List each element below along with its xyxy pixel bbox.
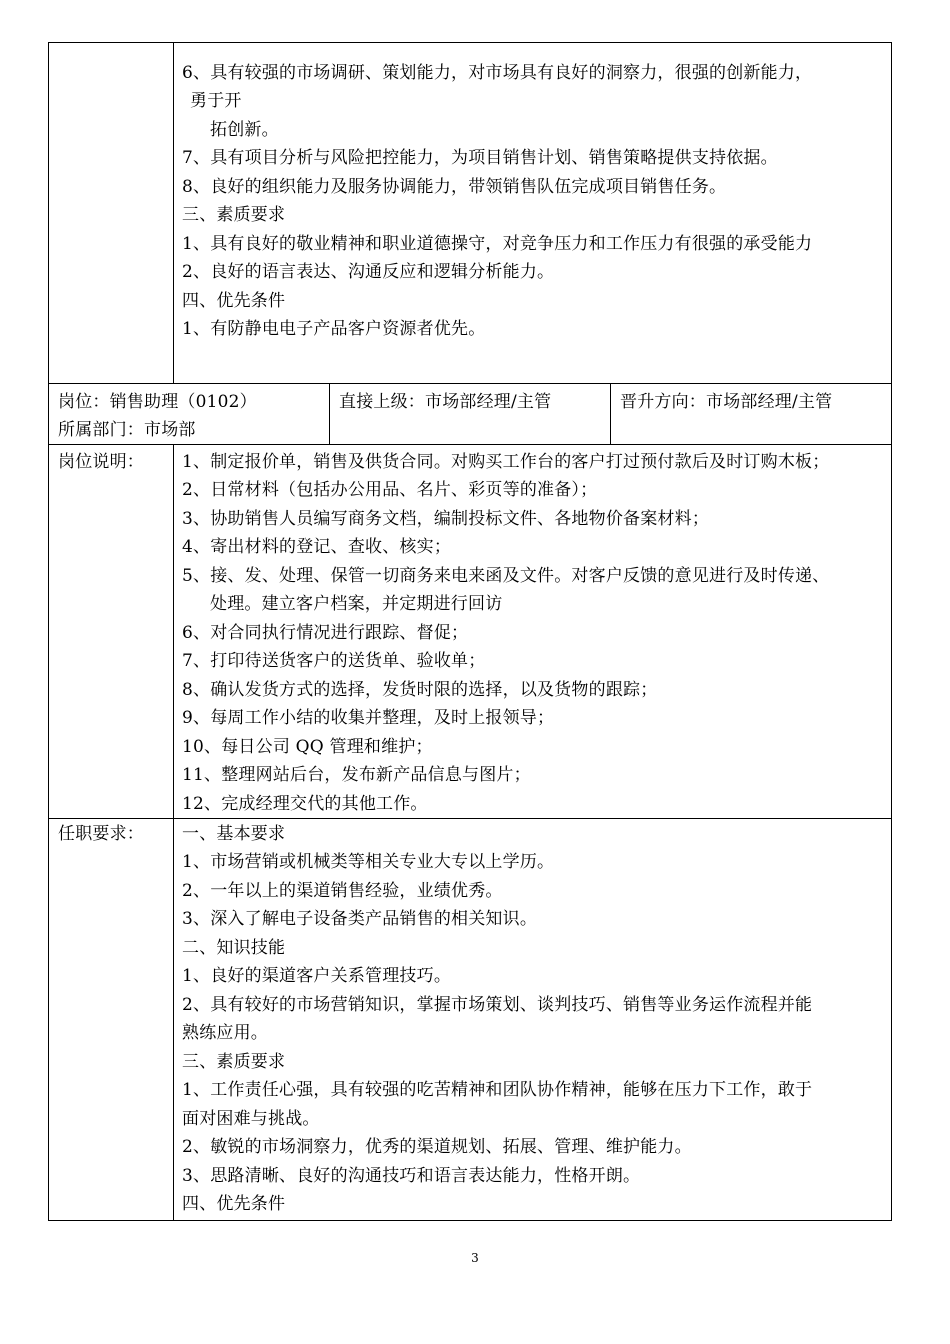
list-item: 二、知识技能 xyxy=(182,938,286,958)
list-item: 2、一年以上的渠道销售经验，业绩优秀。 xyxy=(182,881,503,901)
position-title: 岗位：销售助理（0102） xyxy=(58,392,257,412)
table-column-divider xyxy=(173,444,174,1221)
list-item: 1、市场营销或机械类等相关专业大专以上学历。 xyxy=(182,852,555,872)
list-item: 三、素质要求 xyxy=(182,1052,286,1072)
table-row-divider xyxy=(48,444,892,445)
list-item: 1、制定报价单，销售及供货合同。对购买工作台的客户打过预付款后及时订购木板； xyxy=(182,452,830,472)
list-item: 3、深入了解电子设备类产品销售的相关知识。 xyxy=(182,909,538,929)
list-item: 4、寄出材料的登记、查收、核实； xyxy=(182,537,452,557)
table-column-divider xyxy=(329,383,330,445)
text-line: 1、有防静电电子产品客户资源者优先。 xyxy=(182,319,486,339)
text-line: 2、良好的语言表达、沟通反应和逻辑分析能力。 xyxy=(182,262,555,282)
table-top-border xyxy=(48,42,892,43)
page-number: 3 xyxy=(471,1251,479,1265)
table-column-divider xyxy=(173,42,174,384)
list-item: 1、良好的渠道客户关系管理技巧。 xyxy=(182,966,452,986)
list-item: 3、思路清晰、良好的沟通技巧和语言表达能力，性格开朗。 xyxy=(182,1166,641,1186)
table-row-divider xyxy=(48,818,892,819)
list-item: 处理。建立客户档案，并定期进行回访 xyxy=(210,594,503,614)
table-left-border xyxy=(48,42,49,1221)
list-item: 1、工作责任心强，具有较强的吃苦精神和团队协作精神，能够在压力下工作，敢于 xyxy=(182,1080,813,1100)
list-item: 2、日常材料（包括办公用品、名片、彩页等的准备）； xyxy=(182,480,598,500)
list-item: 6、对合同执行情况进行跟踪、督促； xyxy=(182,623,469,643)
list-item: 12、完成经理交代的其他工作。 xyxy=(182,794,428,814)
table-column-divider xyxy=(610,383,611,445)
list-item: 四、优先条件 xyxy=(182,1194,286,1214)
text-line: 6、具有较强的市场调研、策划能力，对市场具有良好的洞察力，很强的创新能力， xyxy=(182,63,813,83)
text-line: 8、良好的组织能力及服务协调能力，带领销售队伍完成项目销售任务。 xyxy=(182,177,727,197)
list-item: 3、协助销售人员编写商务文档，编制投标文件、各地物价备案材料； xyxy=(182,509,710,529)
text-line: 7、具有项目分析与风险把控能力，为项目销售计划、销售策略提供支持依据。 xyxy=(182,148,778,168)
list-item: 10、每日公司 QQ 管理和维护； xyxy=(182,737,433,757)
duties-label: 岗位说明： xyxy=(58,452,144,472)
list-item: 一、基本要求 xyxy=(182,824,286,844)
list-item: 面对困难与挑战。 xyxy=(182,1109,320,1129)
promotion-direction: 晋升方向：市场部经理/主管 xyxy=(620,392,833,412)
text-line: 勇于开 xyxy=(190,91,242,111)
list-item: 熟练应用。 xyxy=(182,1023,268,1043)
requirements-label: 任职要求： xyxy=(58,824,144,844)
text-line: 三、素质要求 xyxy=(182,205,286,225)
list-item: 9、每周工作小结的收集并整理，及时上报领导； xyxy=(182,708,555,728)
direct-superior: 直接上级：市场部经理/主管 xyxy=(339,392,552,412)
text-line: 四、优先条件 xyxy=(182,291,286,311)
table-row-divider xyxy=(48,383,892,384)
list-item: 5、接、发、处理、保管一切商务来电来函及文件。对客户反馈的意见进行及时传递、 xyxy=(182,566,830,586)
list-item: 2、具有较好的市场营销知识，掌握市场策划、谈判技巧、销售等业务运作流程并能 xyxy=(182,995,813,1015)
table-bottom-border xyxy=(48,1220,892,1221)
list-item: 11、整理网站后台，发布新产品信息与图片； xyxy=(182,765,531,785)
list-item: 2、敏锐的市场洞察力，优秀的渠道规划、拓展、管理、维护能力。 xyxy=(182,1137,692,1157)
table-right-border xyxy=(891,42,892,1221)
text-line: 拓创新。 xyxy=(210,120,279,140)
text-line: 1、具有良好的敬业精神和职业道德操守，对竞争压力和工作压力有很强的承受能力 xyxy=(182,234,813,254)
list-item: 8、确认发货方式的选择，发货时限的选择，以及货物的跟踪； xyxy=(182,680,658,700)
list-item: 7、打印待送货客户的送货单、验收单； xyxy=(182,651,486,671)
department-label: 所属部门：市场部 xyxy=(58,420,196,440)
